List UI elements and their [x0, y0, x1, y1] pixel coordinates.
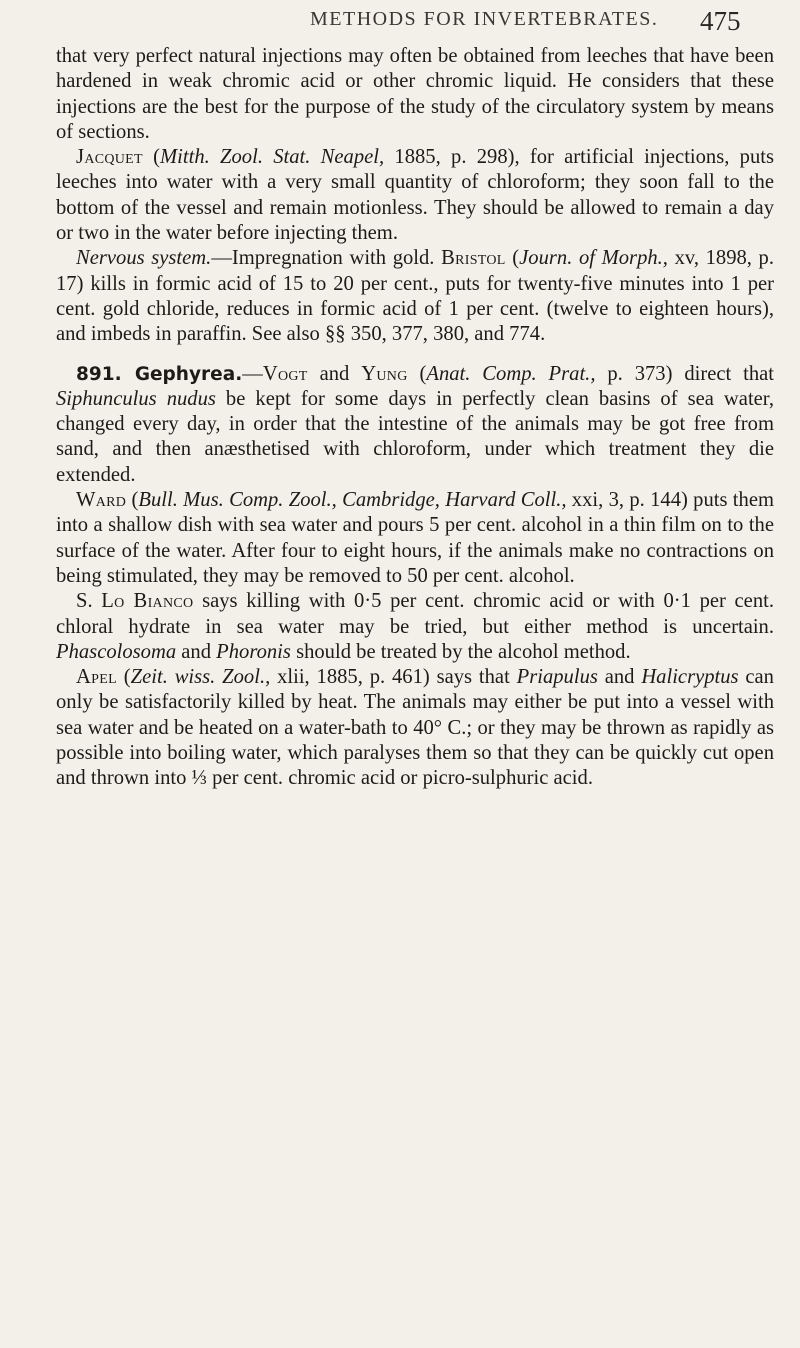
italic-text: Phoronis — [216, 640, 291, 663]
author-name: Yung — [361, 362, 408, 385]
author-name: Jacquet — [76, 146, 143, 169]
text-run: S. — [76, 590, 102, 613]
paragraph — [56, 665, 774, 791]
italic-text: Bull. Mus. Comp. Zool., Cambridge, Harvard Coll., — [138, 489, 567, 512]
paragraph — [56, 44, 774, 145]
text-run: ( — [116, 666, 131, 689]
text-run: says killing with 0·5 per cent. chromic acid or with 0·1 per cent. chloral hydrate in sea water may be tried, but either method is uncertain. — [56, 590, 774, 638]
italic-text: Phascolosoma — [56, 640, 177, 663]
italic-text: Siphunculus nudus — [56, 387, 216, 410]
text-run: ( — [126, 489, 139, 512]
author-name: Lo Bianco — [101, 590, 194, 613]
text-body — [56, 44, 774, 792]
paragraph — [56, 488, 774, 589]
text-run: xxi, 3, p. 144) puts them into a shallow dish with sea water and pours 5 per cent. alcohol in a thin film on to the surface of the water. After four to eight hours, if the animals make no contractions on being stimulated, they may be removed to 50 per cent. alcohol. — [56, 489, 774, 587]
text-run: and — [307, 362, 362, 385]
text-run: 1885, p. 298), for artificial injections, puts leeches into water with a very small quantity of chloroform; they soon fall to the bottom of the vessel and remain motionless. They should be allowed to remain a day or two in the water before injecting them. — [56, 146, 774, 245]
text-run: ( — [407, 362, 427, 385]
text-run: ( — [142, 146, 161, 169]
italic-text: Journ. of Morph., — [519, 247, 668, 270]
text-run: and — [597, 666, 642, 689]
text-run: xv, 1898, p. 17) kills in formic acid of 15 to 20 per cent., puts for twenty-five minutes into 1 per cent. gold chloride, reduces in formic acid of 1 per cent. (twelve to eighteen hours), and imbeds in paraffin. See also §§ 350, 377, 380, and 774. — [56, 247, 775, 346]
text-run: be kept for some days in perfectly clean basins of sea water, changed every day, in order that the intestine of the animals may be got free from sand, and then anæsthetised with chloroform, under which treatment they die extended. — [56, 387, 774, 486]
author-name: Apel — [76, 666, 117, 689]
paragraph — [56, 145, 774, 246]
text-run: ( — [505, 247, 520, 270]
paragraph — [56, 246, 774, 347]
italic-text: Nervous system. — [76, 247, 212, 270]
author-name: Ward — [76, 489, 127, 512]
author-name: Bristol — [441, 247, 506, 270]
paragraph — [56, 589, 774, 665]
running-title: METHODS FOR INVERTEBRATES. — [310, 8, 659, 30]
page-number: 475 — [700, 6, 741, 36]
text-run: xlii, 1885, p. 461) says that — [270, 666, 517, 689]
paragraph — [56, 362, 774, 488]
text-run: should be treated by the alcohol method. — [290, 640, 631, 663]
text-run: and — [176, 640, 217, 663]
text-run: —Impregnation with gold. — [211, 247, 442, 270]
text-run: that very perfect natural injections may often be obtained from leeches that have been hardened in weak chromic acid or other chromic liquid. He considers that these injections are the best for the purpose of the study of the circulatory system by means of sections. — [56, 45, 774, 143]
italic-text: Priapulus — [516, 666, 598, 689]
italic-text: Zeit. wiss. Zool., — [130, 666, 271, 689]
text-run: — — [242, 362, 263, 385]
italic-text: Halicryptus — [641, 666, 739, 689]
italic-text: Anat. Comp. Prat., — [426, 362, 596, 385]
section-heading: 891. Gephyrea. — [76, 363, 243, 385]
italic-text: Mitth. Zool. Stat. Neapel, — [160, 146, 385, 169]
author-name: Vogt — [262, 362, 308, 385]
running-head — [0, 6, 800, 36]
text-run: can only be satisfactorily killed by heat. The animals may either be put into a vessel with sea water and be heated on a water-bath to 40° C.; or they may be thrown as rapidly as possible into boiling water, which paralyses them so that they can be quickly cut open and thrown into ⅓ per cent. chromic acid or picro-sulphuric acid. — [56, 666, 774, 790]
text-run: p. 373) direct that — [595, 362, 774, 385]
